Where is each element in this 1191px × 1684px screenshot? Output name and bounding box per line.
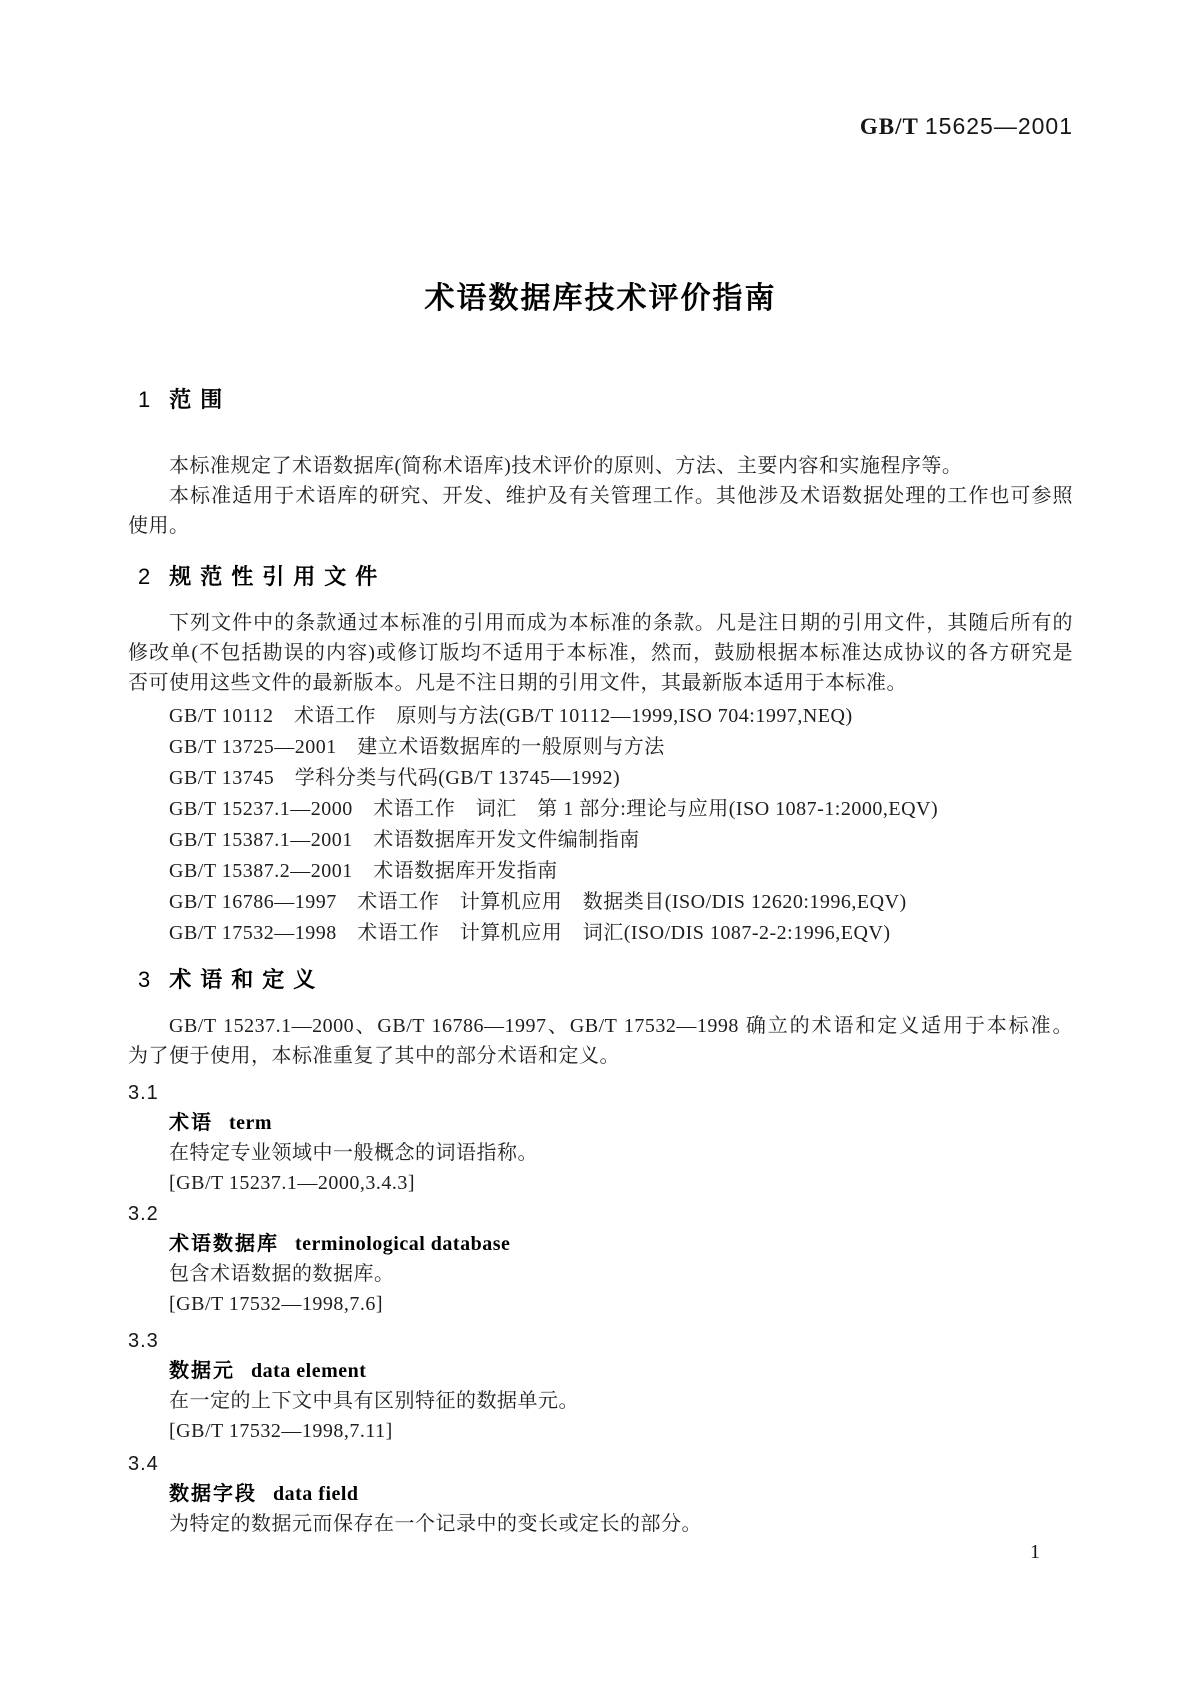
section-number: 3 <box>138 967 152 992</box>
terms-intro <box>128 1011 1073 1071</box>
term-zh: 术语 <box>169 1112 213 1134</box>
reference-item: GB/T 10112 术语工作 原则与方法(GB/T 10112—1999,ISO 704:1997,NEQ) <box>169 705 853 727</box>
scope-paragraph-line: 本标准规定了术语数据库(简称术语库)技术评价的原则、方法、主要内容和实施程序等。 <box>169 455 963 477</box>
term-source: [GB/T 17532—1998,7.6] <box>169 1293 384 1315</box>
clause-number: 3.4 <box>128 1453 159 1475</box>
term-definition: 在一定的上下文中具有区别特征的数据单元。 <box>169 1390 579 1412</box>
standard-code <box>128 112 1073 141</box>
references-intro <box>128 608 1073 698</box>
clause-number: 3.3 <box>128 1330 159 1352</box>
section-number: 1 <box>138 387 152 412</box>
section-references-heading <box>128 562 1073 592</box>
scope-paragraph-line: 本标准适用于术语库的研究、开发、维护及有关管理工作。其他涉及术语数据处理的工作也可参照 <box>169 485 1073 507</box>
term-source: [GB/T 17532—1998,7.11] <box>169 1420 393 1442</box>
section-scope-heading <box>128 385 1073 415</box>
document-title: 术语数据库技术评价指南 <box>424 282 777 315</box>
term-en: terminological database <box>295 1233 511 1255</box>
reference-item: GB/T 13745 学科分类与代码(GB/T 13745—1992) <box>169 767 621 789</box>
term-definition: 包含术语数据的数据库。 <box>169 1263 395 1285</box>
section-title: 范围 <box>169 387 232 412</box>
term-zh: 数据字段 <box>169 1483 257 1505</box>
standard-code-prefix: GB/T <box>859 114 919 139</box>
term-entry-3-2 <box>128 1199 1073 1319</box>
term-definition: 在特定专业领域中一般概念的词语指称。 <box>169 1142 538 1164</box>
scope-paragraphs <box>128 451 1073 541</box>
section-title: 术语和定义 <box>169 967 325 992</box>
scope-paragraph-line: 使用。 <box>128 515 190 537</box>
reference-item: GB/T 16786—1997 术语工作 计算机应用 数据类目(ISO/DIS 12620:1996,EQV) <box>169 891 907 913</box>
term-source: [GB/T 15237.1—2000,3.4.3] <box>169 1172 416 1194</box>
terms-intro-line: GB/T 15237.1—2000、GB/T 16786—1997、GB/T 17532—1998 确立的术语和定义适用于本标准。 <box>169 1015 1073 1037</box>
term-entry-3-1 <box>128 1078 1073 1198</box>
reference-item: GB/T 17532—1998 术语工作 计算机应用 词汇(ISO/DIS 1087-2-2:1996,EQV) <box>169 922 891 944</box>
term-en: data field <box>273 1483 359 1505</box>
term-line <box>128 1356 1073 1386</box>
reference-item: GB/T 15237.1—2000 术语工作 词汇 第 1 部分:理论与应用(ISO 1087-1:2000,EQV) <box>169 798 939 820</box>
reference-item: GB/T 15387.2—2001 术语数据库开发指南 <box>169 860 558 882</box>
term-zh: 术语数据库 <box>169 1233 279 1255</box>
clause-number: 3.2 <box>128 1203 159 1225</box>
term-entry-3-3 <box>128 1326 1073 1446</box>
term-entry-3-4 <box>128 1449 1073 1539</box>
term-en: term <box>229 1112 273 1134</box>
section-title: 规范性引用文件 <box>169 564 387 589</box>
term-line <box>128 1479 1073 1509</box>
section-number: 2 <box>138 564 152 589</box>
term-definition: 为特定的数据元而保存在一个记录中的变长或定长的部分。 <box>169 1513 702 1535</box>
references-intro-line: 下列文件中的条款通过本标准的引用而成为本标准的条款。凡是注日期的引用文件，其随后所有的 <box>169 612 1073 634</box>
reference-list <box>128 701 1073 949</box>
term-line <box>128 1108 1073 1138</box>
clause-number: 3.1 <box>128 1082 159 1104</box>
references-intro-line: 修改单(不包括勘误的内容)或修订版均不适用于本标准，然而，鼓励根据本标准达成协议的各方研究是 <box>128 642 1073 664</box>
term-en: data element <box>251 1360 367 1382</box>
reference-item: GB/T 13725—2001 建立术语数据库的一般原则与方法 <box>169 736 665 758</box>
term-zh: 数据元 <box>169 1360 235 1382</box>
references-intro-line: 否可使用这些文件的最新版本。凡是不注日期的引用文件，其最新版本适用于本标准。 <box>128 672 907 694</box>
section-terms-heading <box>128 965 1073 995</box>
term-line <box>128 1229 1073 1259</box>
page-number: 1 <box>1030 1541 1040 1563</box>
reference-item: GB/T 15387.1—2001 术语数据库开发文件编制指南 <box>169 829 640 851</box>
page-content <box>128 0 1073 1539</box>
standard-code-number: 15625—2001 <box>924 113 1073 139</box>
terms-intro-line: 为了便于使用，本标准重复了其中的部分术语和定义。 <box>128 1045 620 1067</box>
